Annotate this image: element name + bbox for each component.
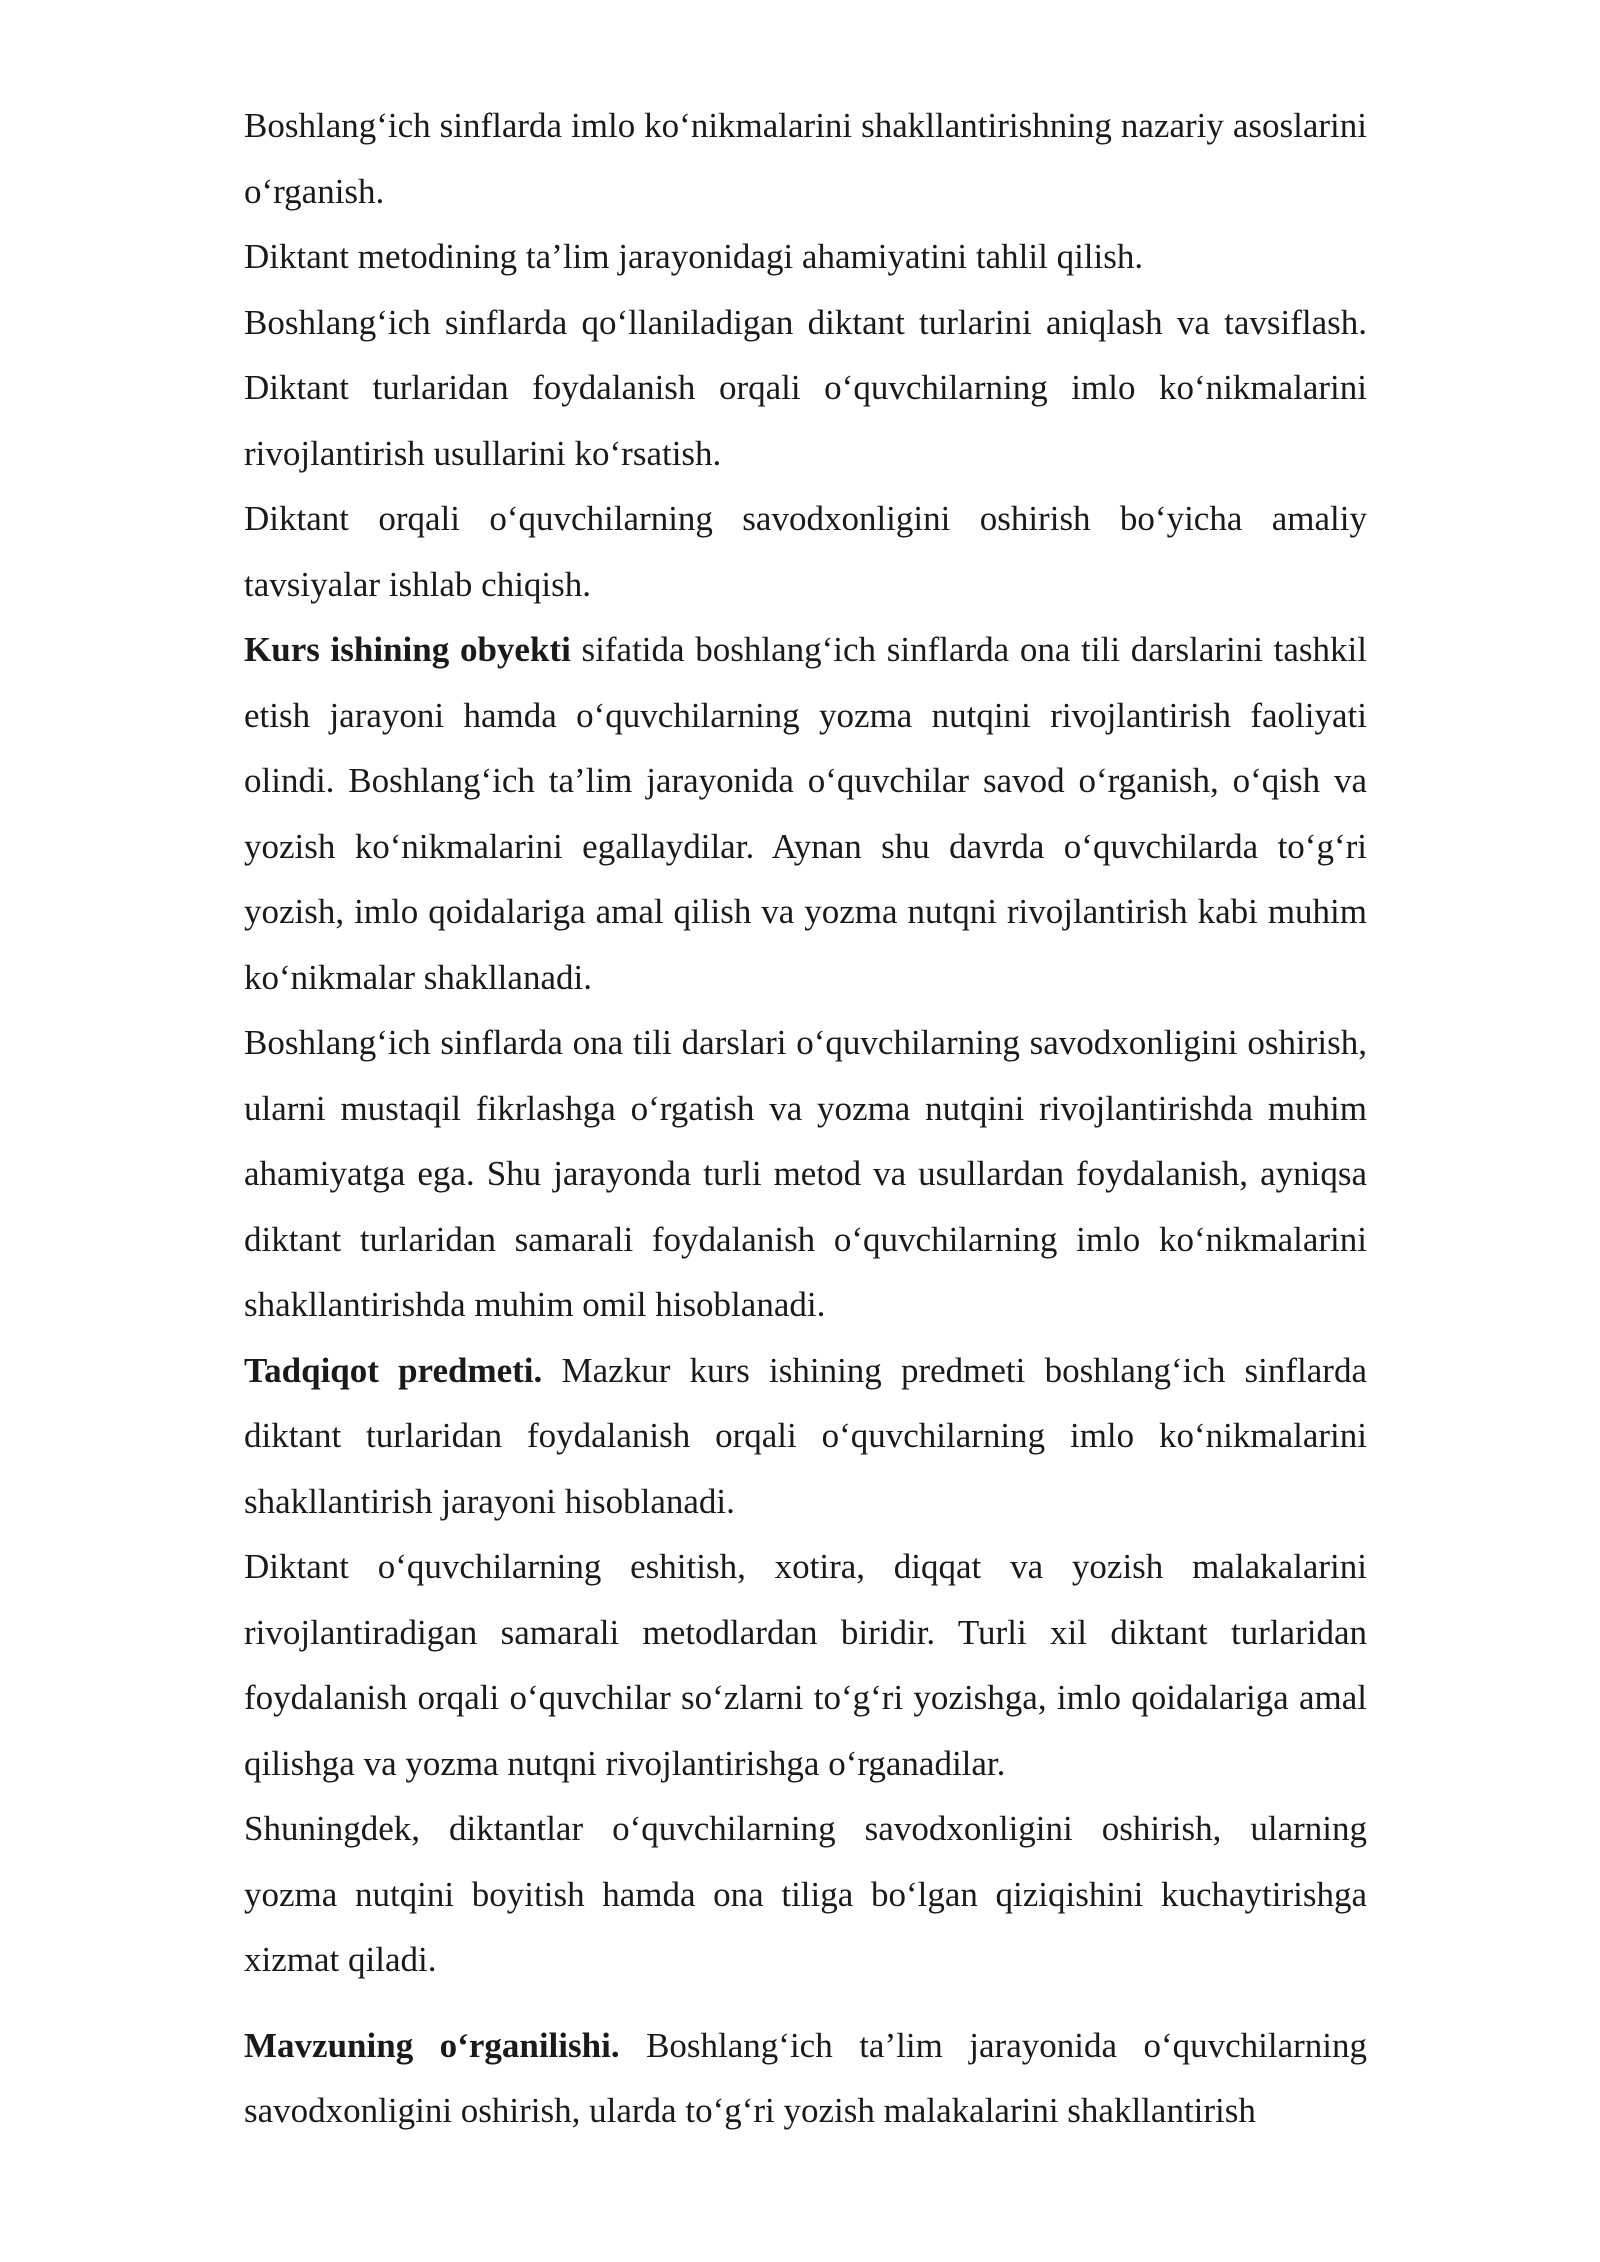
paragraph-9 bbox=[244, 1796, 1367, 1993]
document-body bbox=[244, 93, 1367, 2144]
paragraph-heading-bold: Mavzuning o‘rganilishi. bbox=[244, 2025, 620, 2065]
paragraph-text: sifatida boshlang‘ich sinflarda ona tili darslarini tashkil etish jarayoni hamda o‘quvchilarning yozma nutqini rivojlantirish faoliyati olindi. Boshlang‘ich ta’lim jarayonida o‘quvchilar savod o‘rganish, o‘qish va yozish ko‘nikmalarini egallaydilar. Aynan shu davrda o‘quvchilarda to‘g‘ri yozish, imlo qoidalariga amal qilish va yozma nutqni rivojlantirish kabi muhim ko‘nikmalar shakllanadi. bbox=[244, 630, 1367, 997]
paragraph-1 bbox=[244, 93, 1367, 224]
paragraph-6 bbox=[244, 1010, 1367, 1338]
paragraph-text: Boshlang‘ich ta’lim jarayonida o‘quvchilarning savodxonligini oshirish, ularda to‘g‘ri yozish malakalarini shakllantirish bbox=[244, 2025, 1368, 2130]
paragraph-text: Boshlang‘ich sinflarda qo‘llaniladigan diktant turlarini aniqlash va tavsiflash. Diktant turlaridan foydalanish orqali o‘quvchilarning imlo ko‘nikmalarini rivojlantirish usullarini ko‘rsatish. bbox=[244, 302, 1367, 473]
paragraph-heading-bold: Tadqiqot predmeti. bbox=[244, 1350, 543, 1390]
paragraph-text: Boshlang‘ich sinflarda ona tili darslari o‘quvchilarning savodxonligini oshirish, ularni mustaqil fikrlashga o‘rgatish va yozma nutqini rivojlantirishda muhim ahamiyatga ega. Shu jarayonda turli metod va usullardan foydalanish, ayniqsa diktant turlaridan samarali foydalanish o‘quvchilarning imlo ko‘nikmalarini shakllantirishda muhim omil hisoblanadi. bbox=[244, 1023, 1367, 1324]
paragraph-4 bbox=[244, 486, 1367, 617]
paragraph-text: Shuningdek, diktantlar o‘quvchilarning savodxonligini oshirish, ularning yozma nutqini boyitish hamda ona tiliga bo‘lgan qiziqishini kuchaytirishga xizmat qiladi. bbox=[244, 1809, 1367, 1979]
paragraph-3 bbox=[244, 290, 1367, 487]
paragraph-2 bbox=[244, 224, 1367, 290]
paragraph-text: Diktant metodining ta’lim jarayonidagi ahamiyatini tahlil qilish. bbox=[244, 237, 1144, 276]
paragraph-course-object bbox=[244, 617, 1367, 1010]
paragraph-research-subject bbox=[244, 1338, 1367, 1535]
paragraph-8 bbox=[244, 1534, 1367, 1796]
paragraph-text: Mazkur kurs ishining predmeti boshlang‘ich sinflarda diktant turlaridan foydalanish orqali o‘quvchilarning imlo ko‘nikmalarini shakllantirish jarayoni hisoblanadi. bbox=[244, 1350, 1368, 1521]
paragraph-heading-bold: Kurs ishining obyekti bbox=[244, 630, 571, 669]
paragraph-text: Diktant o‘quvchilarning eshitish, xotira, diqqat va yozish malakalarini rivojlantiradigan samarali metodlardan biridir. Turli xil diktant turlaridan foydalanish orqali o‘quvchilar so‘zlarni to‘g‘ri yozishga, imlo qoidalariga amal qilishga va yozma nutqni rivojlantirishga o‘rganadilar. bbox=[244, 1547, 1367, 1783]
paragraph-topic-study bbox=[244, 2013, 1367, 2144]
paragraph-text: Diktant orqali o‘quvchilarning savodxonligini oshirish bo‘yicha amaliy tavsiyalar ishlab chiqish. bbox=[244, 499, 1367, 604]
paragraph-text: Boshlang‘ich sinflarda imlo ko‘nikmalarini shakllantirishning nazariy asoslarini o‘rganish. bbox=[244, 106, 1367, 211]
